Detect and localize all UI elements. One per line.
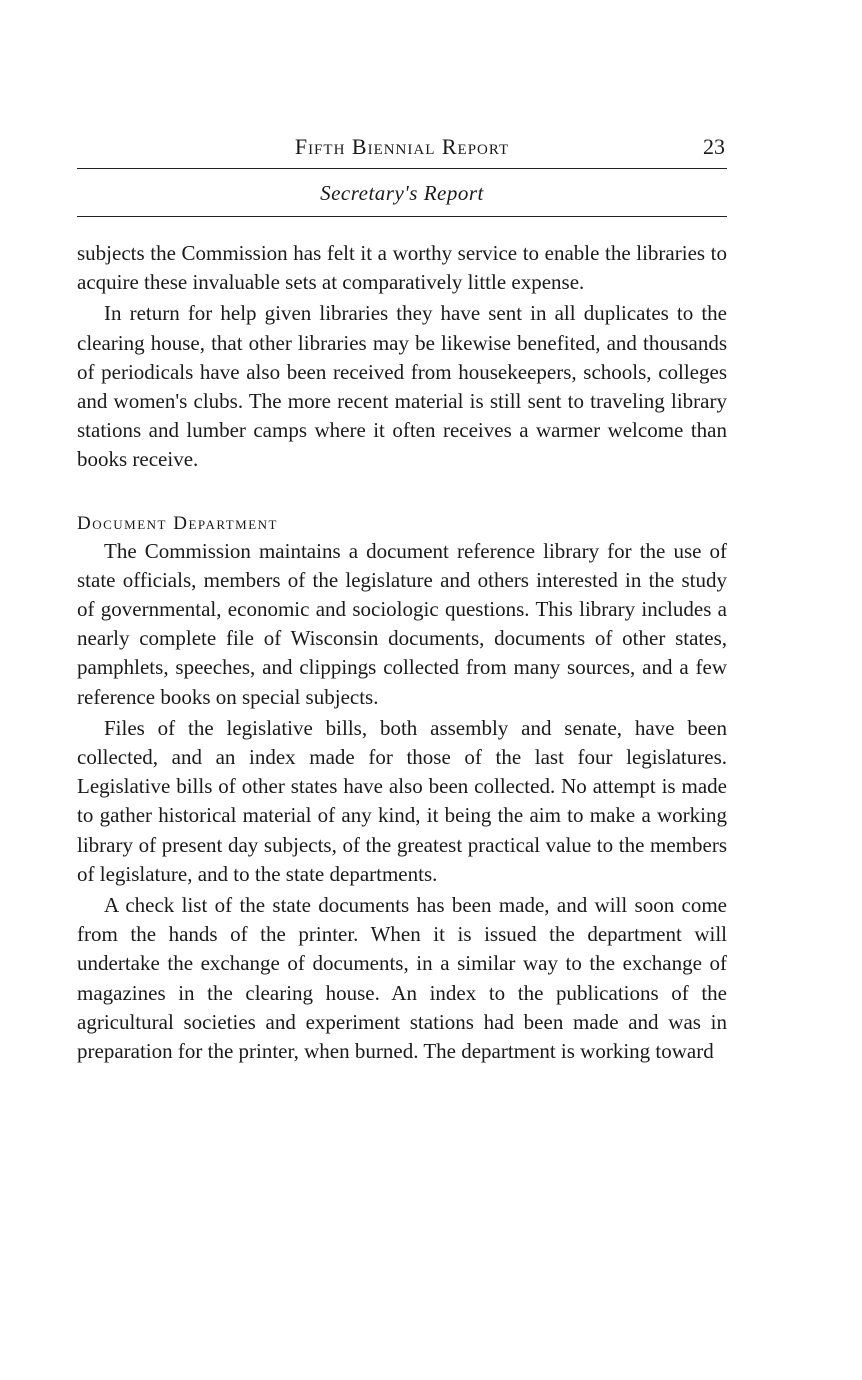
body-text xyxy=(77,239,727,1066)
paragraph: A check list of the state documents has been made, and will soon come from the hands of the printer. When it is issued the department will undertake the exchange of documents, in a similar way to the exchange of magazines in the clearing house. An index to the publications of the agricultural societies and experiment stations had been made and was in preparation for the printer, when burned. The department is working toward xyxy=(77,893,727,1064)
paragraph: The Commission maintains a document reference library for the use of state officials, members of the legislature and others interested in the study of governmental, economic and sociologic questions. This library includes a nearly complete file of Wisconsin documents, documents of other states, pamphlets, speeches, and clippings collected from many sources, and a few reference books on special subjects. xyxy=(77,538,727,709)
section-subhead: Secretary's Report xyxy=(320,181,484,205)
header-rule-bottom xyxy=(77,216,727,217)
paragraph: subjects the Commission has felt it a worthy service to enable the libraries to acquire these invaluable sets at comparatively little expense. xyxy=(77,241,727,295)
paragraph: In return for help given libraries they have sent in all duplicates to the clearing house, that other libraries may be likewise benefited, and thousands of periodicals have also been received from housekeepers, schools, colleges and women's clubs. The more recent material is still sent to traveling library stations and lumber camps where it often receives a warmer welcome than books receive. xyxy=(77,301,727,472)
page-number: 23 xyxy=(703,134,725,159)
paragraph: Files of the legislative bills, both assembly and senate, have been collected, and an index made for those of the last four legislatures. Legislative bills of other states have also been collected. No attempt is made to gather historical material of any kind, it being the aim to make a working library of present day subjects, of the greatest practical value to the members of legislature, and to the state departments. xyxy=(77,715,727,886)
page xyxy=(77,128,727,1066)
running-title: Fifth Biennial Report xyxy=(294,134,510,159)
running-head xyxy=(77,128,727,168)
section-heading: Document Department xyxy=(77,512,278,534)
